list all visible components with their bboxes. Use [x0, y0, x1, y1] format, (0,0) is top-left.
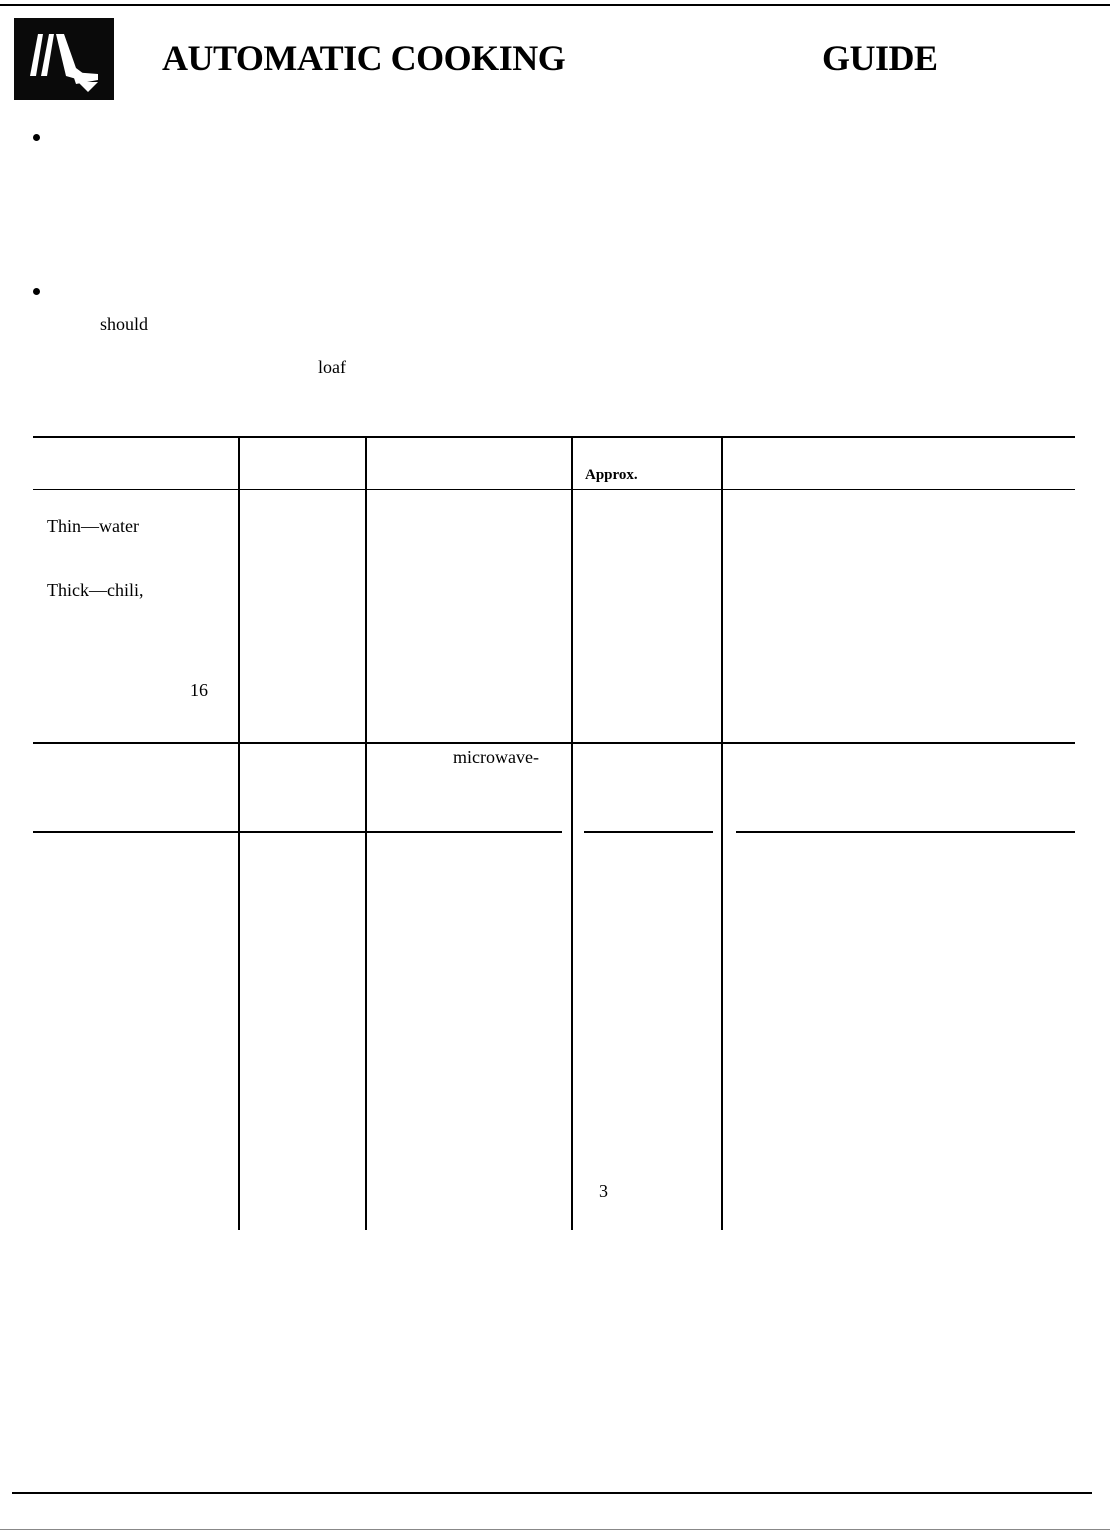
table-column-divider-4: [721, 438, 723, 1230]
table-cell-soup-thick: Thick—chili,: [47, 580, 144, 600]
hand-pressing-button-icon: [14, 18, 114, 100]
page-title-left: AUTOMATIC COOKING: [162, 38, 566, 78]
bullet-2: [33, 288, 40, 295]
table-row-rule-2b: [584, 831, 713, 833]
table-top-rule: [33, 436, 1075, 438]
table-row-rule-2a: [33, 831, 562, 833]
top-rule: [0, 4, 1110, 6]
footer-rule: [12, 1492, 1092, 1494]
table-cell-time-3: 3: [599, 1181, 608, 1201]
table-column-divider-2: [365, 438, 367, 1230]
section-logo: [14, 18, 114, 100]
page-bottom-edge: [0, 1529, 1110, 1530]
table-cell-soup-16: 16: [190, 680, 208, 700]
page-title-right: GUIDE: [822, 38, 938, 78]
intro-word-should: should: [100, 314, 149, 334]
table-row-rule-2c: [736, 831, 1075, 833]
table-cell-soup-thin: Thin—water: [47, 516, 139, 536]
table-header-approx: Approx.: [585, 467, 638, 483]
table-column-divider-1: [238, 438, 240, 1230]
bullet-1: [33, 134, 40, 141]
table-header-rule: [33, 489, 1075, 490]
table-cell-container-microwave: microwave-: [453, 747, 539, 767]
intro-word-loaf: loaf: [318, 357, 346, 377]
table-row-rule-1: [33, 742, 1075, 744]
table-column-divider-3: [571, 438, 573, 1230]
